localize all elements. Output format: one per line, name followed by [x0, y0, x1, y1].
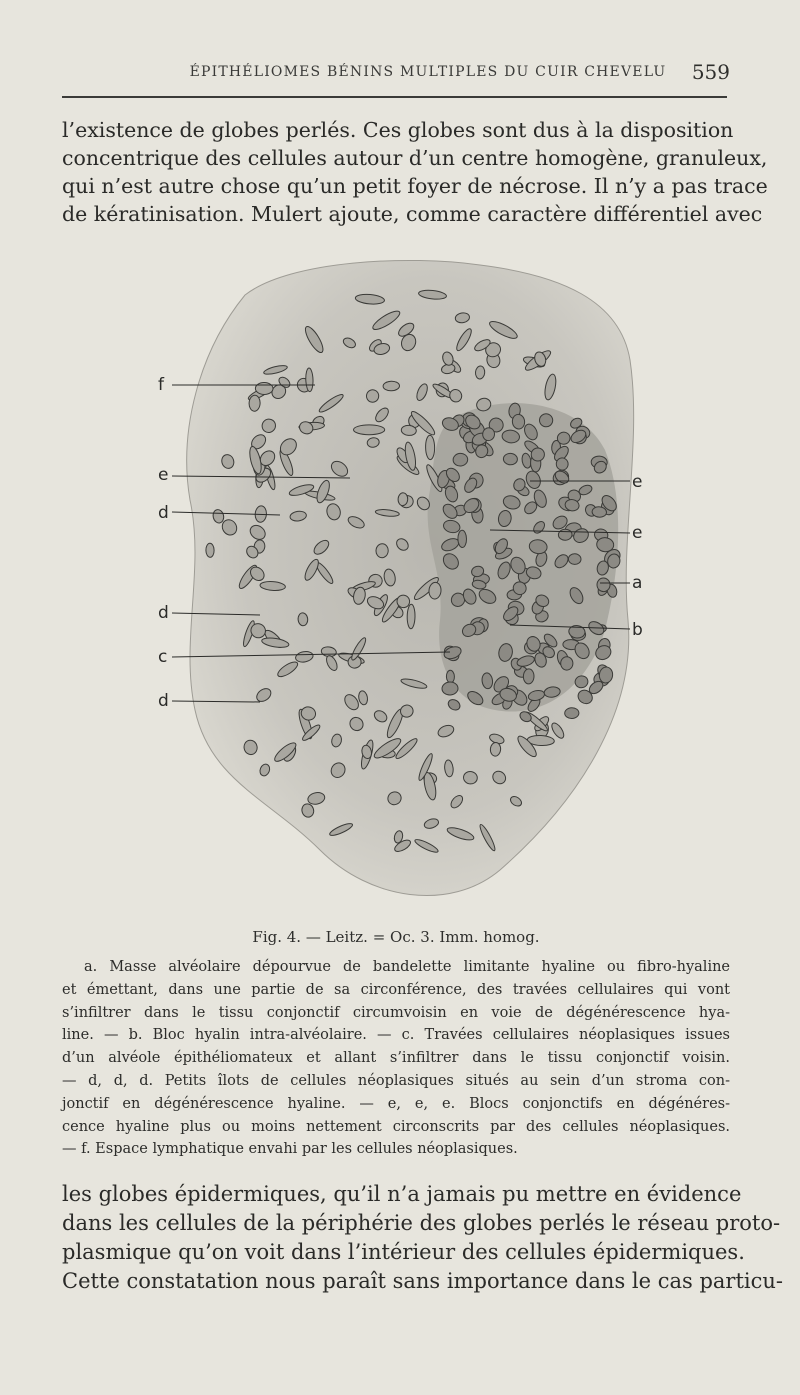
figure-caption-title: Fig. 4. — Leitz. = Oc. 3. Imm. homog.	[252, 928, 540, 946]
cell-nucleus	[442, 682, 459, 696]
figure-label-f: f	[158, 375, 164, 395]
legend-line: jonctif en dégénérescence hyaline. — e, e, e. Blocs conjonctifs en dégénéres-	[62, 1095, 730, 1112]
cell-nucleus	[255, 382, 273, 394]
text-line: de kératinisation. Mulert ajoute, comme caractère différentiel avec	[62, 202, 763, 226]
cell-nucleus	[305, 368, 313, 392]
legend-line: a. Masse alvéolaire dépourvue de bandelette limitante hyaline ou fibro-hyaline	[84, 959, 730, 975]
cell-nucleus	[523, 669, 534, 684]
text-line: l’existence de globes perlés. Ces globes sont dus à la disposition	[62, 118, 734, 142]
running-head	[62, 60, 730, 86]
bottom-paragraph	[62, 1180, 784, 1296]
cell-nucleus	[568, 554, 581, 565]
figure-label-e-right-2: e	[632, 523, 643, 543]
figure-label-e-left: e	[158, 465, 169, 485]
figure-label-b: b	[632, 620, 643, 640]
text-line: concentrique des cellules autour d’un centre homogène, granuleux,	[62, 146, 768, 170]
cell-nucleus	[558, 529, 572, 541]
figure-label-d-1: d	[158, 503, 169, 523]
histology-figure	[150, 240, 650, 920]
cell-nucleus	[398, 492, 408, 505]
figure-label-e-right-1: e	[632, 472, 643, 492]
text-line: plasmique qu’on voit dans l’intérieur des cellules épidermiques.	[62, 1240, 745, 1264]
legend-line: — f. Espace lymphatique envahi par les cellules néoplasiques.	[62, 1141, 518, 1158]
legend-line: s’infiltrer dans le tissu conjonctif circumvoisin en voie de dégénérescence hya-	[62, 1004, 730, 1021]
text-line: dans les cellules de la périphérie des globes perlés le réseau proto-	[62, 1211, 781, 1235]
legend-line: d’un alvéole épithéliomateux et allant s’infiltrer dans le tissu conjonctif voisin.	[62, 1050, 730, 1067]
cell-nucleus	[561, 657, 573, 671]
text-line: les globes épidermiques, qu’il n’a jamais pu mettre en évidence	[62, 1182, 742, 1206]
figure-label-c: c	[158, 647, 168, 667]
text-line: qui n’est autre chose qu’un petit foyer de nécrose. Il n’y a pas trace	[62, 174, 768, 198]
legend-line: cence hyaline plus ou moins nettement circonscrits par des cellules néoplasiques.	[62, 1118, 730, 1135]
cell-nucleus	[206, 543, 214, 557]
cell-nucleus	[354, 425, 385, 435]
header-rule	[62, 96, 727, 98]
running-title: ÉPITHÉLIOMES BÉNINS MULTIPLES DU CUIR CHEVELU	[189, 64, 667, 80]
legend-line: — d, d, d. Petits îlots de cellules néoplasiques situés au sein d’un stroma con-	[62, 1072, 730, 1089]
text-line: Cette constatation nous paraît sans importance dans le cas particu-	[62, 1269, 784, 1293]
top-paragraph	[62, 116, 768, 228]
page-number: 559	[691, 60, 730, 84]
cell-nucleus	[531, 448, 544, 461]
legend-line: et émettant, dans une partie de sa circonférence, des travées cellulaires qui vont	[62, 981, 730, 998]
cell-nucleus	[407, 604, 415, 629]
cell-nucleus	[503, 453, 518, 465]
figure-legend	[62, 956, 730, 1161]
cell-nucleus	[446, 670, 454, 683]
cell-nucleus	[249, 395, 261, 412]
cell-nucleus	[425, 435, 434, 460]
figure-label-d-3: d	[158, 691, 169, 711]
figure-label-a: a	[632, 573, 643, 593]
cell-nucleus	[565, 707, 580, 718]
legend-line: line. — b. Bloc hyalin intra-alvéolaire. — c. Travées cellulaires néoplasiques issues	[62, 1027, 730, 1044]
cell-nucleus	[458, 530, 467, 547]
cell-nucleus	[383, 381, 400, 391]
figure-label-d-2: d	[158, 603, 169, 623]
